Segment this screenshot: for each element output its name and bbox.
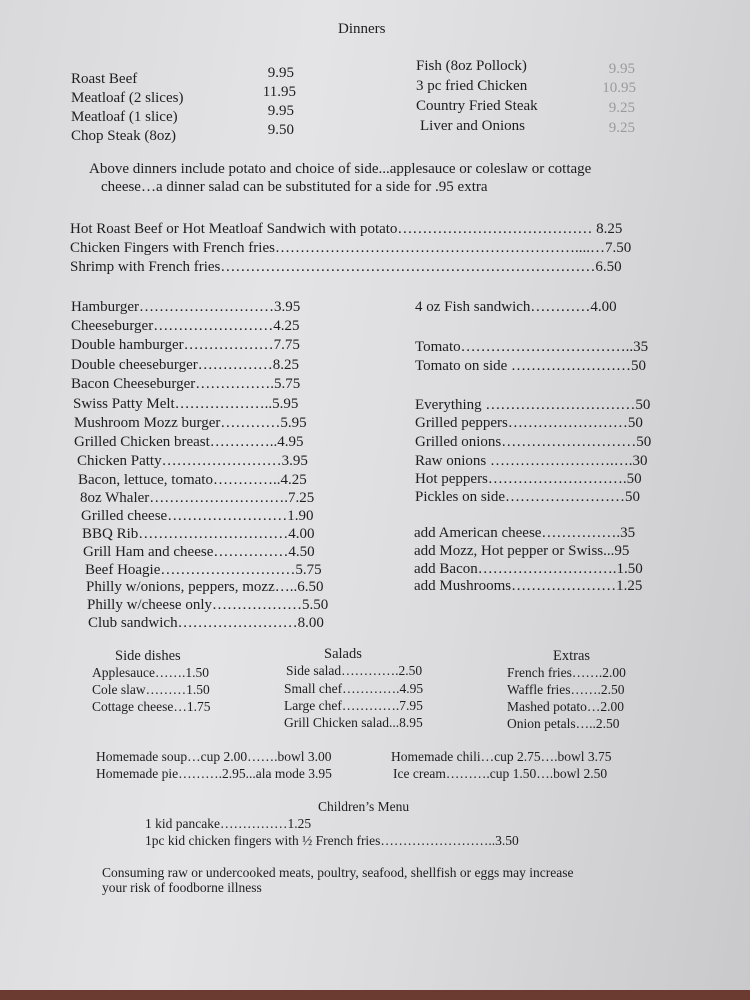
topping-item: Tomato on side ……………………50 xyxy=(415,358,647,374)
sandwich-item: Bacon Cheeseburger…………….5.75 xyxy=(71,376,301,392)
topping-item: Pickles on side……………………50 xyxy=(415,489,640,505)
dessert-soup-item: Homemade soup…cup 2.00…….bowl 3.00 xyxy=(96,749,332,764)
side-item: Cottage cheese…1.75 xyxy=(92,699,211,714)
section-heading: Salads xyxy=(324,646,362,662)
section-heading: Children’s Menu xyxy=(318,799,410,814)
dinner-note: cheese…a dinner salad can be substituted for a side for .95 extra xyxy=(101,179,488,195)
special-item: Hot Roast Beef or Hot Meatloaf Sandwich with potato………………………………… 8.25 xyxy=(70,221,623,237)
dinner-item-name: Fish (8oz Pollock) xyxy=(416,58,527,74)
dinner-item-price: 9.25 xyxy=(608,100,635,116)
dessert-soup-item: Ice cream……….cup 1.50….bowl 2.50 xyxy=(393,766,608,781)
kids-item: 1pc kid chicken fingers with ½ French fries……………………..3.50 xyxy=(145,833,519,848)
sandwich-item: Philly w/onions, peppers, mozz…..6.50 xyxy=(86,579,324,595)
extra-item: Waffle fries…….2.50 xyxy=(507,682,625,697)
sandwich-item: Cheeseburger……………………4.25 xyxy=(71,318,300,334)
extra-item: Onion petals…..2.50 xyxy=(507,716,620,731)
kids-item: 1 kid pancake……………1.25 xyxy=(145,816,312,831)
sandwich-item: Hamburger………………………3.95 xyxy=(71,299,301,315)
dinner-item-name: Chop Steak (8oz) xyxy=(71,128,176,144)
sandwich-item: Beef Hoagie………………………5.75 xyxy=(85,562,322,578)
topping-item: Everything …………………………50 xyxy=(415,397,651,413)
extra-item: French fries…….2.00 xyxy=(507,665,626,680)
salad-item: Side salad………….2.50 xyxy=(286,663,423,678)
section-heading: Extras xyxy=(553,648,591,664)
dinner-item-name: 3 pc fried Chicken xyxy=(416,78,528,94)
sandwich-item: Double hamburger………………7.75 xyxy=(71,337,300,353)
dinner-item-price: 11.95 xyxy=(262,84,296,100)
topping-item: Grilled peppers……………………50 xyxy=(415,415,643,431)
side-item: Applesauce…….1.50 xyxy=(92,665,209,680)
extra-item: Mashed potato…2.00 xyxy=(507,699,624,714)
dinner-item-name: Roast Beef xyxy=(71,71,138,87)
sandwich-item: Bacon, lettuce, tomato…………..4.25 xyxy=(78,472,307,488)
sandwich-item: Mushroom Mozz burger…………5.95 xyxy=(74,415,307,431)
dinner-item-price: 9.50 xyxy=(267,122,294,138)
page-title: Dinners xyxy=(338,21,386,37)
dinner-item-price: 9.95 xyxy=(267,65,294,81)
dessert-soup-item: Homemade pie……….2.95...ala mode 3.95 xyxy=(96,766,332,781)
salad-item: Small chef………….4.95 xyxy=(284,681,424,696)
addon-item: add Mushrooms…………………1.25 xyxy=(414,578,643,594)
dinner-note: Above dinners include potato and choice of side...applesauce or coleslaw or cottage xyxy=(89,161,592,177)
sandwich-item: Swiss Patty Melt………………..5.95 xyxy=(73,396,299,412)
dinner-item-price: 9.95 xyxy=(608,61,635,77)
side-item: Cole slaw………1.50 xyxy=(92,682,210,697)
dinner-item-price: 9.95 xyxy=(267,103,294,119)
topping-item: Grilled onions………………………50 xyxy=(415,434,652,450)
sandwich-item: Grill Ham and cheese……………4.50 xyxy=(83,544,315,560)
sandwich-item: 8oz Whaler……………………….7.25 xyxy=(80,490,315,506)
dessert-soup-item: Homemade chili…cup 2.75….bowl 3.75 xyxy=(391,749,612,764)
table-surface xyxy=(0,990,750,1000)
section-heading: Side dishes xyxy=(115,648,181,664)
dinner-item-price: 10.95 xyxy=(602,80,636,96)
salad-item: Large chef………….7.95 xyxy=(284,698,423,713)
topping-item: Hot peppers……………………….50 xyxy=(415,471,642,487)
addon-item: add Mozz, Hot pepper or Swiss...95 xyxy=(414,543,630,559)
sandwich-item: Philly w/cheese only………………5.50 xyxy=(87,597,329,613)
sandwich-item: Chicken Patty……………………3.95 xyxy=(77,453,308,469)
dinner-item-name: Liver and Onions xyxy=(420,118,525,134)
addon-item: add American cheese…………….35 xyxy=(414,525,636,541)
sandwich-item: Double cheeseburger……………8.25 xyxy=(71,357,300,373)
special-item: Shrimp with French fries…………………………………………………………………6.50 xyxy=(70,259,622,275)
sandwich-item: Grilled cheese……………………1.90 xyxy=(81,508,314,524)
dinner-item-name: Meatloaf (2 slices) xyxy=(71,90,184,106)
special-item: Chicken Fingers with French fries……………………………………………………....…7.50 xyxy=(70,240,632,256)
fish-sandwich-item: 4 oz Fish sandwich…………4.00 xyxy=(415,299,617,315)
dinner-item-name: Country Fried Steak xyxy=(416,98,538,114)
sandwich-item: Club sandwich……………………8.00 xyxy=(88,615,324,631)
salad-item: Grill Chicken salad...8.95 xyxy=(284,715,423,730)
sandwich-item: Grilled Chicken breast…………..4.95 xyxy=(74,434,304,450)
disclaimer: your risk of foodborne illness xyxy=(102,880,262,895)
dinner-item-price: 9.25 xyxy=(608,120,635,136)
topping-item: Raw onions …………………….….30 xyxy=(415,453,648,469)
disclaimer: Consuming raw or undercooked meats, poultry, seafood, shellfish or eggs may increase xyxy=(102,865,574,880)
addon-item: add Bacon……………………….1.50 xyxy=(414,561,643,577)
sandwich-item: BBQ Rib…………………………4.00 xyxy=(82,526,315,542)
dinner-item-name: Meatloaf (1 slice) xyxy=(71,109,178,125)
topping-item: Tomato……………………………..35 xyxy=(415,339,649,355)
